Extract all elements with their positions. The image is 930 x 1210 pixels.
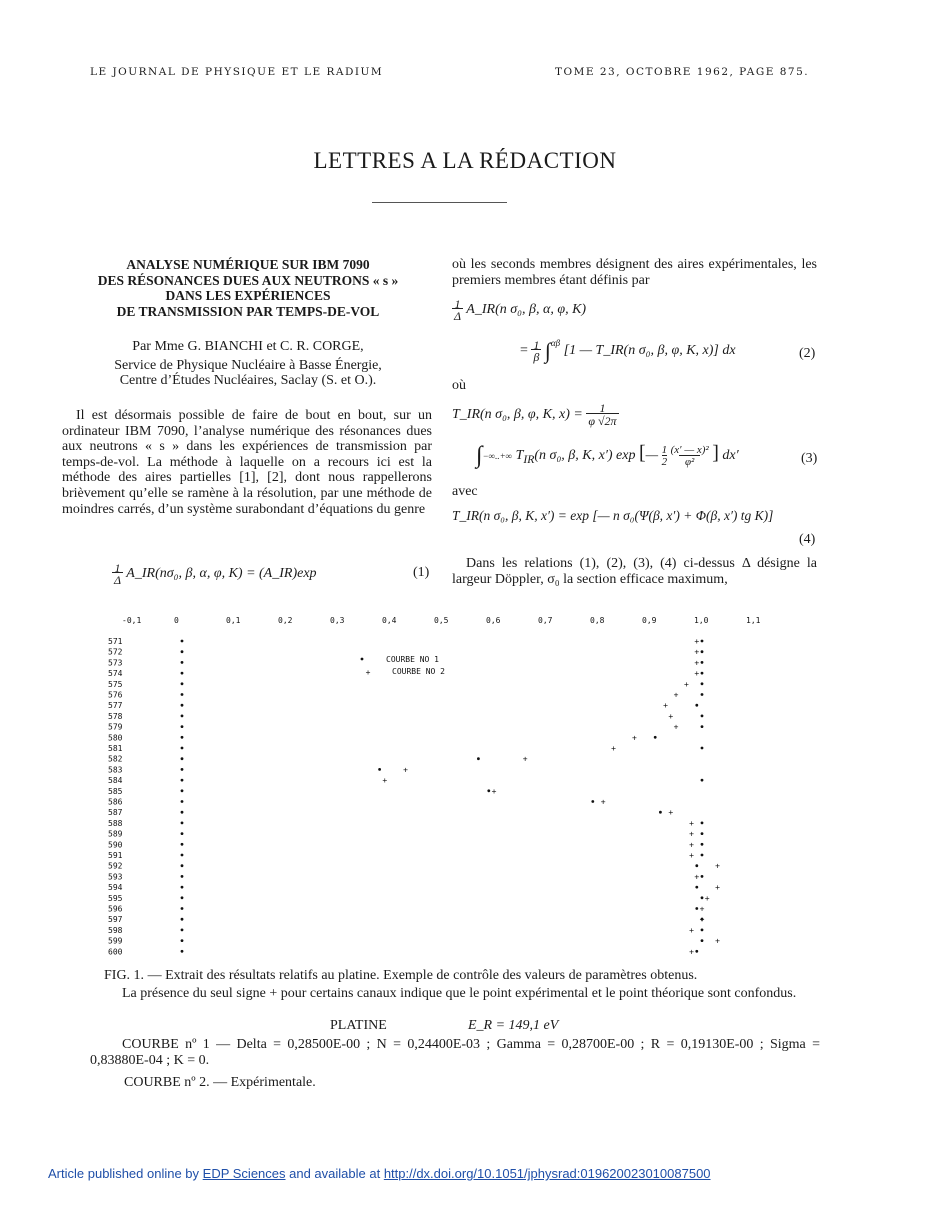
equation-3-integral: ∫−∞..+∞ $T_{IR}(n$ σ₀, β, K, x′) exp [— 1 2 (x′ — x)² φ² ] dx′ [476, 442, 739, 469]
data-point-courbe-1 [181, 682, 184, 685]
channel-label: 574 [108, 669, 123, 679]
data-point-courbe-2: + [668, 711, 674, 721]
figure-caption-label: FIG. 1. [104, 968, 145, 983]
x-tick-label: 0,7 [538, 616, 553, 625]
channel-label: 592 [108, 861, 123, 871]
channel-label: 600 [108, 947, 123, 957]
equation-4: T_IR(n σ₀, β, K, x′) = exp [— n σ₀(Ψ(β, x′) + Φ(β, x′) tg K)] [452, 508, 774, 523]
data-point-courbe-1 [181, 672, 184, 675]
data-point-courbe-2: + [673, 690, 679, 700]
data-point-courbe-2: + [683, 679, 689, 689]
data-point-courbe-1 [181, 736, 184, 739]
channel-label: 589 [108, 829, 123, 839]
resonance-energy: E_R = 149,1 eV [468, 1018, 559, 1033]
data-point-courbe-1 [701, 693, 704, 696]
data-point-courbe-1 [701, 725, 704, 728]
x-tick-label: 0,9 [642, 616, 657, 625]
data-point-courbe-1 [701, 832, 704, 835]
data-point-courbe-1 [181, 907, 184, 910]
data-marks [181, 637, 721, 956]
data-point-courbe-1 [181, 747, 184, 750]
equation-1-body: A_IR(nσ₀, β, α, φ, K) = (A_IR)exp [126, 566, 317, 582]
bracket-open: [ [639, 442, 646, 464]
channel-label: 572 [108, 647, 123, 657]
footer-notice [48, 1166, 711, 1181]
data-point-courbe-2: + [694, 872, 700, 882]
data-point-courbe-1 [701, 747, 704, 750]
body-paragraph: où les seconds membres désignent des aires expérimentales, les premiers membres étant définis par [452, 257, 817, 288]
channel-label: 577 [108, 701, 123, 711]
fraction-gaussian-norm: 1 φ √2π [588, 401, 617, 428]
legend-label-courbe-1: COURBE NO 1 [386, 655, 439, 664]
data-point-courbe-1 [701, 875, 704, 878]
data-point-courbe-1 [701, 672, 704, 675]
legend-marker-courbe-2: + [365, 668, 371, 677]
x-tick-label: 0,6 [486, 616, 501, 625]
data-point-courbe-1 [701, 682, 704, 685]
data-point-courbe-1 [181, 864, 184, 867]
data-point-courbe-2: + [694, 658, 700, 668]
data-point-courbe-1 [181, 693, 184, 696]
data-point-courbe-1 [701, 939, 704, 942]
data-point-courbe-2: + [715, 883, 721, 893]
data-point-courbe-1 [181, 811, 184, 814]
data-point-courbe-1 [701, 650, 704, 653]
channel-label: 591 [108, 851, 123, 860]
x-tick-labels [122, 616, 761, 625]
data-point-courbe-1 [181, 779, 184, 782]
channel-label: 580 [108, 733, 123, 743]
publisher-link[interactable]: EDP Sciences [202, 1166, 286, 1181]
data-point-courbe-1 [181, 886, 184, 889]
data-point-courbe-2: + [382, 776, 388, 786]
data-point-courbe-1 [701, 843, 704, 846]
article-title [62, 257, 434, 319]
word-ou: où [452, 378, 466, 393]
channel-label: 575 [108, 679, 123, 689]
data-point-courbe-2: + [491, 786, 497, 796]
data-point-courbe-1 [695, 886, 698, 889]
equation-4-number: (4) [799, 532, 816, 547]
data-point-courbe-1 [181, 918, 184, 921]
article-title-line: DES RÉSONANCES DUES AUX NEUTRONS « s » [97, 272, 399, 288]
integral-sign: ∫ [476, 442, 483, 469]
channel-label: 595 [108, 893, 123, 903]
x-tick-label: -0,1 [122, 616, 142, 625]
data-point-courbe-2: + [663, 701, 669, 711]
fraction-1-over-beta: 1 β [533, 338, 540, 364]
article-title-line: ANALYSE NUMÉRIQUE SUR IBM 7090 [126, 257, 370, 272]
channel-label: 581 [108, 744, 123, 753]
data-point-courbe-2: + [522, 754, 528, 764]
channel-labels [108, 637, 123, 956]
channel-label: 585 [108, 786, 123, 796]
data-point-courbe-2: + [611, 744, 617, 753]
fraction-exponent: (x′ — x)² φ² [670, 443, 709, 468]
integral-sign: ∫ [544, 338, 551, 363]
integral-limits: −∞..+∞ [482, 451, 513, 461]
doi-link[interactable]: http://dx.doi.org/10.1051/jphysrad:019620023010087500 [383, 1166, 711, 1181]
data-point-courbe-1 [181, 768, 184, 771]
data-point-courbe-1 [701, 896, 704, 899]
courbe-1-parameters: COURBE nº 1 — Delta = 0,28500E-00 ; N = 0,24400E-03 ; Gamma = 0,28700E-00 ; R = 0,19130E-00 ; Sigma = 0,83880E-04 ; K = 0. [90, 1037, 820, 1068]
data-point-courbe-2: + [694, 637, 700, 646]
channel-label: 571 [108, 637, 123, 646]
equation-2-lhs [452, 298, 586, 322]
data-point-courbe-1 [659, 811, 662, 814]
data-point-courbe-2: + [689, 829, 695, 839]
figure-caption [104, 968, 824, 984]
x-tick-label: 0,3 [330, 616, 345, 625]
x-tick-label: 0,4 [382, 616, 397, 625]
data-point-courbe-1 [181, 789, 184, 792]
word-avec: avec [452, 484, 478, 499]
data-point-courbe-2: + [699, 904, 705, 914]
channel-label: 586 [108, 797, 123, 807]
data-point-courbe-1 [701, 640, 704, 643]
data-point-courbe-1 [181, 650, 184, 653]
figure-caption-text: — Extrait des résultats relatifs au platine. Exemple de contrôle des valeurs de paramètres obtenus. [144, 968, 698, 983]
data-point-courbe-2: + [689, 840, 695, 850]
data-point-courbe-2: + [689, 851, 695, 860]
data-point-courbe-1 [181, 929, 184, 932]
legend-marker-courbe-1 [361, 658, 364, 661]
equation-2-lhs-body: A_IR(n σ₀, β, α, φ, K) [466, 302, 587, 318]
data-point-courbe-1 [695, 704, 698, 707]
affiliation-line: Centre d’Études Nucléaires, Saclay (S. et O.). [119, 373, 377, 388]
data-point-courbe-1 [487, 789, 490, 792]
title-divider [372, 202, 507, 203]
data-point-courbe-1 [181, 715, 184, 718]
data-point-courbe-2: + [668, 808, 674, 818]
data-point-courbe-1 [654, 736, 657, 739]
figure-1-chart [80, 605, 800, 965]
data-point-courbe-1 [181, 950, 184, 953]
channel-label: 588 [108, 818, 123, 828]
equation-2-number: (2) [799, 346, 816, 361]
channel-label: 590 [108, 840, 123, 850]
channel-label: 594 [108, 883, 123, 893]
article-title-line: DE TRANSMISSION PAR TEMPS-DE-VOL [116, 303, 380, 319]
data-point-courbe-1 [591, 800, 594, 803]
data-point-courbe-1 [181, 854, 184, 857]
chart-legend [361, 655, 446, 677]
data-point-courbe-2: + [689, 947, 695, 957]
data-point-courbe-1 [181, 800, 184, 803]
data-point-courbe-2: + [699, 915, 705, 925]
integral-limits: αβ [550, 338, 561, 348]
data-point-courbe-1 [181, 640, 184, 643]
equation-3-number: (3) [801, 451, 818, 466]
data-point-courbe-2: + [715, 936, 721, 946]
data-point-courbe-2: + [715, 861, 721, 871]
data-point-courbe-1 [181, 939, 184, 942]
channel-label: 582 [108, 754, 123, 764]
equation-2-rhs [520, 338, 736, 364]
data-point-courbe-1 [695, 907, 698, 910]
x-tick-label: 0,5 [434, 616, 449, 625]
channel-label: 587 [108, 808, 123, 818]
channel-label: 573 [108, 658, 123, 668]
affiliation-line: Service de Physique Nucléaire à Basse Énergie, [114, 358, 382, 373]
equation-1 [112, 562, 317, 586]
x-tick-label: 1,1 [746, 616, 761, 625]
channel-label: 599 [108, 936, 123, 946]
data-point-courbe-1 [701, 854, 704, 857]
data-point-courbe-1 [701, 929, 704, 932]
data-point-courbe-1 [477, 757, 480, 760]
channel-label: 583 [108, 765, 123, 775]
equals-sign: = [520, 343, 528, 359]
equation-3-lhs [452, 402, 619, 428]
x-tick-label: 0 [174, 616, 179, 625]
data-point-courbe-1 [181, 875, 184, 878]
equation-3-lhs-body: T_IR(n σ₀, β, φ, K, x) = [452, 407, 583, 423]
data-point-courbe-2: + [631, 733, 637, 743]
authors: Par Mme G. BIANCHI et C. R. CORGE, [132, 339, 364, 354]
data-point-courbe-1 [701, 779, 704, 782]
data-point-courbe-1 [701, 715, 704, 718]
equation-2-rhs-body: [1 — T_IR(n σ₀, β, φ, K, x)] dx [563, 343, 736, 359]
data-point-courbe-1 [701, 822, 704, 825]
body-paragraph: Dans les relations (1), (2), (3), (4) ci-dessus Δ désigne la largeur Döppler, σ₀ la section efficace maximum, [452, 556, 817, 587]
fraction-1-over-delta: 1 Δ [454, 297, 462, 323]
data-point-courbe-2: + [403, 765, 409, 775]
affiliation [62, 358, 434, 388]
data-point-courbe-2: + [694, 669, 700, 679]
issue-header: TOME 23, OCTOBRE 1962, PAGE 875. [555, 66, 810, 78]
article-title-line: DANS LES EXPÉRIENCES [165, 288, 331, 303]
channel-label: 597 [108, 915, 123, 925]
channel-label: 593 [108, 872, 123, 882]
data-point-courbe-2: + [689, 818, 695, 828]
x-tick-label: 0,2 [278, 616, 293, 625]
data-point-courbe-1 [695, 950, 698, 953]
data-point-courbe-1 [181, 704, 184, 707]
data-point-courbe-1 [181, 757, 184, 760]
footer-middle: and available at [285, 1166, 384, 1181]
channel-label: 584 [108, 776, 123, 786]
data-point-courbe-2: + [600, 797, 606, 807]
channel-label: 579 [108, 722, 123, 732]
figure-note: La présence du seul signe + pour certains canaux indique que le point expérimental et le point théorique sont confondus. [122, 986, 797, 1001]
channel-label: 596 [108, 904, 123, 914]
bracket-close: ] [712, 442, 719, 464]
equation-1-number: (1) [413, 565, 430, 580]
channel-label: 576 [108, 690, 123, 700]
channel-label: 578 [108, 711, 123, 721]
section-title: LETTRES A LA RÉDACTION [313, 148, 617, 173]
legend-label-courbe-2: COURBE NO 2 [392, 667, 445, 676]
x-tick-label: 0,1 [226, 616, 241, 625]
data-point-courbe-1 [181, 832, 184, 835]
x-tick-label: 0,8 [590, 616, 605, 625]
data-point-courbe-1 [181, 896, 184, 899]
data-point-courbe-1 [181, 822, 184, 825]
courbe-2-description: COURBE nº 2. — Expérimentale. [124, 1075, 316, 1090]
data-point-courbe-2: + [673, 722, 679, 732]
body-paragraph: Il est désormais possible de faire de bout en bout, sur un ordinateur IBM 7090, l’analyse numérique des résonances dues aux neutrons « s » dans les expériences de transmission par temps-de-vol. La méthode à laquelle on a recours ici est la méthode des aires partielles [1], [2], dont nous rappellerons brièvement qu’elle se ramène à la résolution, par une méthode de moindres carrés, d’un système surabondant d’équations du genre [62, 408, 432, 517]
fraction-half: 1 2 [661, 443, 668, 468]
footer-prefix: Article published online by [48, 1166, 203, 1181]
data-point-courbe-1 [181, 725, 184, 728]
data-point-courbe-2: + [689, 925, 695, 935]
data-point-courbe-2: + [694, 647, 700, 657]
data-point-courbe-1 [695, 864, 698, 867]
data-point-courbe-2: + [704, 893, 710, 903]
channel-label: 598 [108, 925, 123, 935]
data-point-courbe-1 [181, 843, 184, 846]
platine-label: PLATINE [330, 1018, 387, 1033]
x-tick-label: 1,0 [694, 616, 709, 625]
fraction-1-over-delta: 1 Δ [114, 561, 122, 587]
journal-header: LE JOURNAL DE PHYSIQUE ET LE RADIUM [90, 66, 384, 78]
data-point-courbe-1 [701, 661, 704, 664]
data-point-courbe-1 [378, 768, 381, 771]
data-point-courbe-1 [181, 661, 184, 664]
